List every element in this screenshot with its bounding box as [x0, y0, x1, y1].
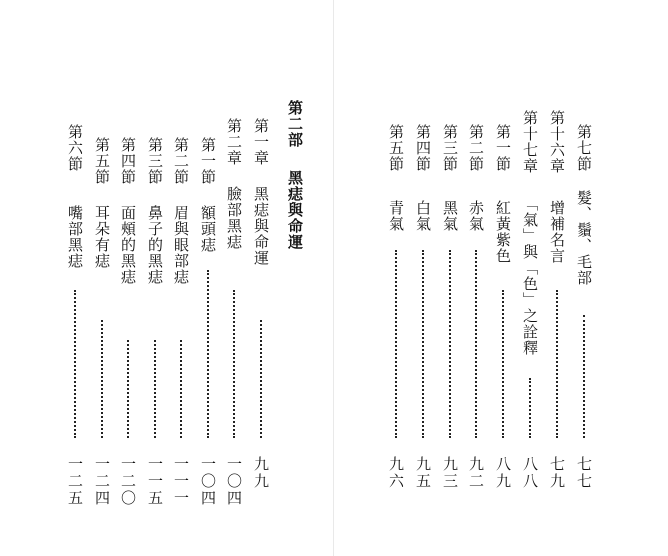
- part-title: 黑痣與命運: [286, 170, 304, 250]
- entry-label: 第三節: [441, 124, 459, 172]
- leader-dots: [395, 250, 397, 438]
- leader-dots: [207, 270, 209, 438]
- entry-page: 九二: [467, 456, 485, 490]
- entry-page: 一二〇: [119, 456, 137, 507]
- leader-dots: [233, 290, 235, 438]
- leader-dots: [556, 290, 558, 438]
- entry-title: 白氣: [414, 200, 432, 232]
- leader-dots: [74, 290, 76, 438]
- leader-dots: [101, 320, 103, 438]
- entry-title: 耳朵有痣: [93, 205, 111, 269]
- entry-title: 赤氣: [467, 200, 485, 232]
- entry-page: 九五: [414, 456, 432, 490]
- entry-page: 一一五: [146, 456, 164, 507]
- toc-entry: [437, 0, 463, 556]
- toc-entry: [571, 0, 597, 556]
- entry-label: 第一章: [252, 118, 270, 166]
- leader-dots: [529, 378, 531, 438]
- leader-dots: [127, 340, 129, 438]
- entry-page: 一一一: [172, 456, 190, 507]
- entry-label: 第一節: [199, 137, 217, 185]
- entry-title: 臉部黑痣: [225, 186, 243, 250]
- toc-entry: [383, 0, 409, 556]
- leader-dots: [154, 340, 156, 438]
- leader-dots: [475, 250, 477, 438]
- leader-dots: [260, 320, 262, 438]
- toc-entry: [517, 0, 543, 556]
- entry-page: 七九: [548, 456, 566, 490]
- entry-title: 額頭痣: [199, 205, 217, 253]
- toc-entry: [490, 0, 516, 556]
- entry-label: 第七節: [575, 124, 593, 172]
- toc-entry: [62, 0, 88, 556]
- leader-dots: [422, 250, 424, 438]
- entry-label: 第六節: [66, 124, 84, 172]
- entry-title: 增補名言: [548, 200, 566, 264]
- entry-page: 八八: [521, 456, 539, 490]
- entry-title: 黑痣與命運: [252, 186, 270, 266]
- entry-page: 一〇四: [225, 456, 243, 507]
- entry-label: 第二節: [172, 137, 190, 185]
- entry-label: 第十七章: [521, 110, 539, 174]
- entry-title: 髮、鬚、毛部: [575, 190, 593, 286]
- entry-title: 眉與眼部痣: [172, 205, 190, 285]
- entry-label: 第二節: [467, 124, 485, 172]
- entry-label: 第四節: [414, 124, 432, 172]
- leader-dots: [502, 290, 504, 438]
- entry-label: 第一節: [494, 124, 512, 172]
- entry-page: 九六: [387, 456, 405, 490]
- entry-title: 鼻子的黑痣: [146, 205, 164, 285]
- part-heading: [282, 0, 308, 556]
- entry-title: 紅黃紫色: [494, 200, 512, 264]
- entry-title: 「氣」與「色」之詮釋: [521, 196, 539, 356]
- entry-title: 嘴部黑痣: [66, 205, 84, 269]
- entry-label: 第四節: [119, 137, 137, 185]
- entry-label: 第二章: [225, 118, 243, 166]
- leader-dots: [583, 315, 585, 438]
- entry-page: 七七: [575, 456, 593, 490]
- part-label: 第二部: [286, 100, 304, 148]
- leader-dots: [449, 250, 451, 438]
- toc-entry: [544, 0, 570, 556]
- toc-entry: [463, 0, 489, 556]
- entry-label: 第三節: [146, 137, 164, 185]
- entry-label: 第五節: [93, 137, 111, 185]
- toc-entry: [410, 0, 436, 556]
- toc-entry: [142, 0, 168, 556]
- entry-page: 九九: [252, 456, 270, 490]
- entry-label: 第十六章: [548, 110, 566, 174]
- page-gutter: [333, 0, 334, 556]
- toc-entry: [195, 0, 221, 556]
- entry-title: 青氣: [387, 200, 405, 232]
- toc-entry: [89, 0, 115, 556]
- toc-entry: [221, 0, 247, 556]
- entry-page: 一二四: [93, 456, 111, 507]
- entry-page: 八九: [494, 456, 512, 490]
- toc-entry: [248, 0, 274, 556]
- entry-label: 第五節: [387, 124, 405, 172]
- entry-page: 一二五: [66, 456, 84, 507]
- entry-title: 面頰的黑痣: [119, 205, 137, 285]
- entry-title: 黑氣: [441, 200, 459, 232]
- entry-page: 九三: [441, 456, 459, 490]
- leader-dots: [180, 340, 182, 438]
- entry-page: 一〇四: [199, 456, 217, 507]
- toc-entry: [115, 0, 141, 556]
- toc-entry: [168, 0, 194, 556]
